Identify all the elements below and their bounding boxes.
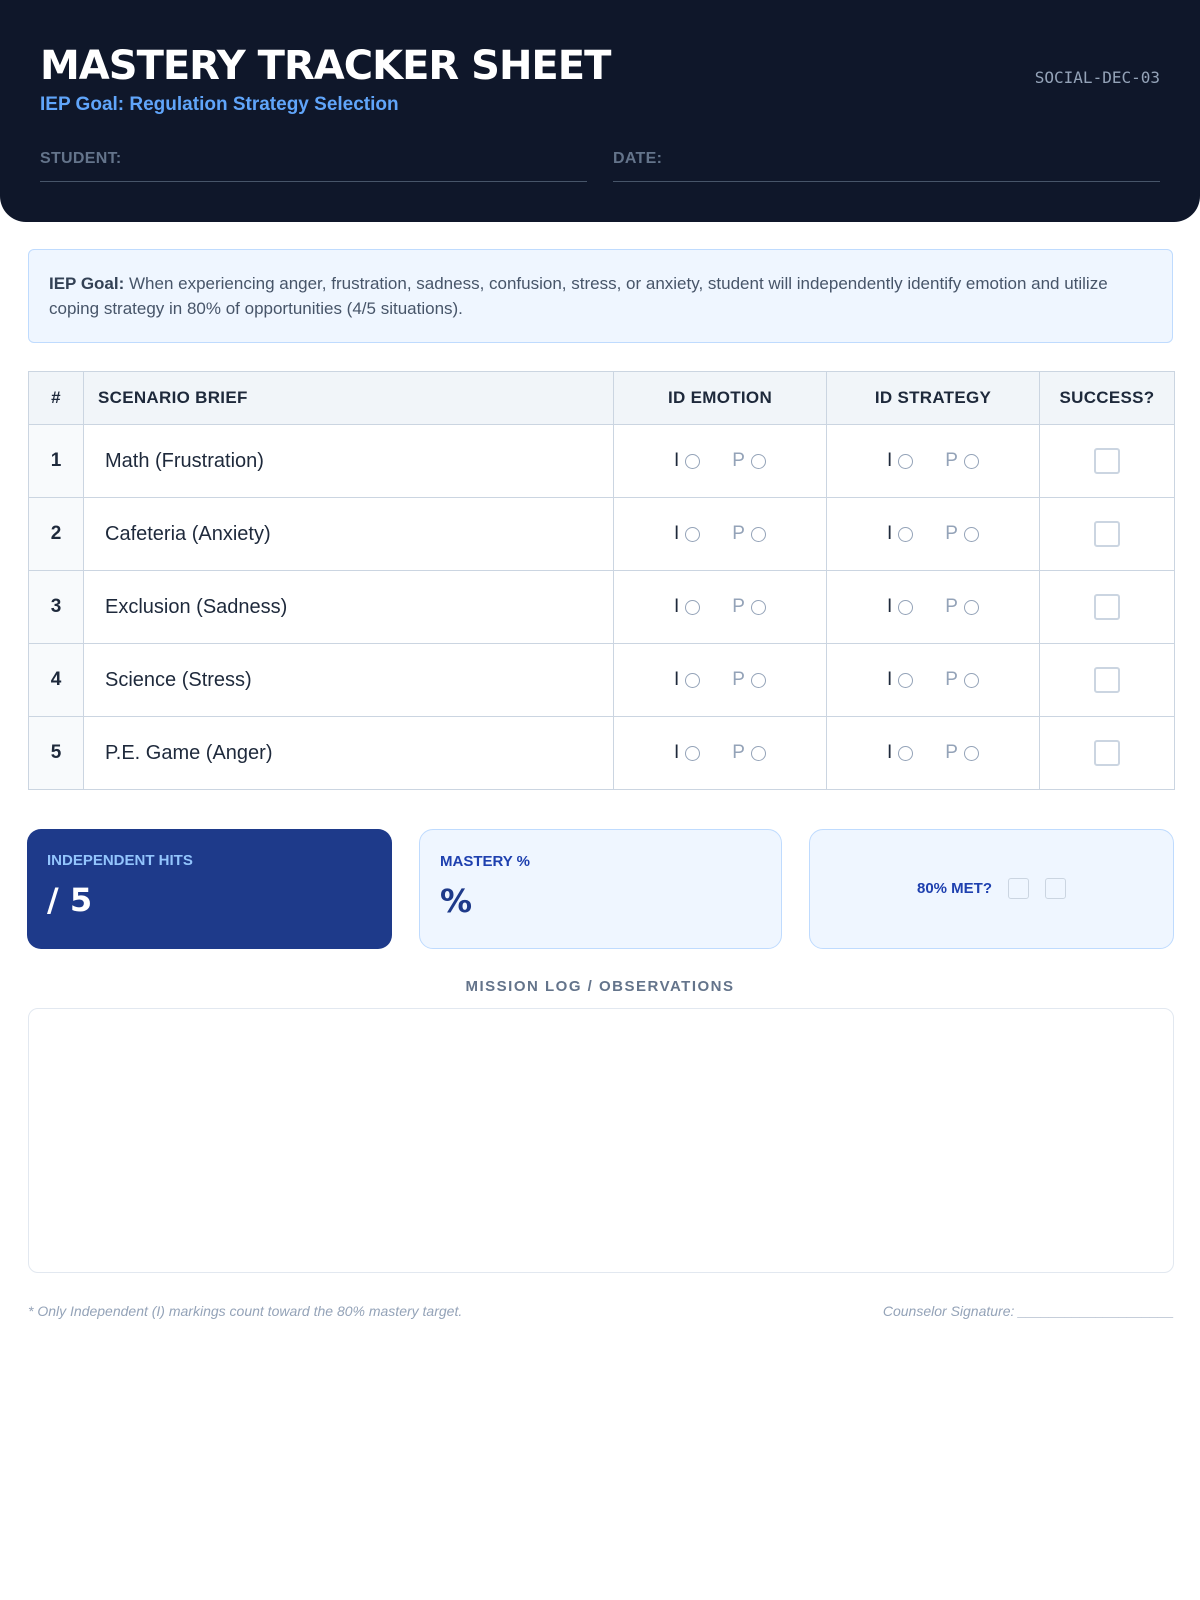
emotion-independent-radio[interactable] — [685, 454, 700, 469]
table-row — [29, 571, 1175, 644]
header — [0, 0, 1200, 222]
header-id-emotion: ID EMOTION — [614, 372, 827, 425]
strategy-cell — [827, 717, 1040, 790]
strategy-prompted-radio[interactable] — [964, 600, 979, 615]
row-number: 2 — [29, 498, 84, 571]
goal-met-no-checkbox[interactable] — [1045, 878, 1066, 899]
emotion-prompted-radio[interactable] — [751, 454, 766, 469]
header-success: SUCCESS? — [1040, 372, 1175, 425]
emotion-independent-radio[interactable] — [685, 527, 700, 542]
independent-letter: I — [674, 742, 680, 763]
success-cell — [1040, 425, 1175, 498]
independent-hits-card — [27, 829, 392, 949]
date-field[interactable] — [613, 150, 1160, 182]
prompted-letter: P — [732, 523, 745, 544]
success-cell — [1040, 644, 1175, 717]
strategy-prompted-radio[interactable] — [964, 527, 979, 542]
independent-letter: I — [674, 523, 680, 544]
independent-letter: I — [887, 669, 893, 690]
prompted-letter: P — [945, 742, 958, 763]
scenario-brief: Exclusion (Sadness) — [84, 571, 614, 644]
emotion-prompted-radio[interactable] — [751, 600, 766, 615]
emotion-cell — [614, 717, 827, 790]
table-header-row — [29, 372, 1175, 425]
document-code: SOCIAL-DEC-03 — [1034, 68, 1160, 87]
strategy-cell — [827, 498, 1040, 571]
page-title: MASTERY TRACKER SHEET — [40, 43, 611, 89]
strategy-prompted-radio[interactable] — [964, 746, 979, 761]
independent-letter: I — [887, 450, 893, 471]
emotion-cell — [614, 498, 827, 571]
independent-letter: I — [674, 596, 680, 617]
student-field[interactable] — [40, 150, 587, 182]
mastery-card — [419, 829, 782, 949]
header-num: # — [29, 372, 84, 425]
iep-goal-box — [28, 249, 1173, 343]
prompted-letter: P — [945, 523, 958, 544]
scenario-brief: Science (Stress) — [84, 644, 614, 717]
goal-met-label: 80% MET? — [916, 880, 992, 897]
success-cell — [1040, 571, 1175, 644]
mastery-label: MASTERY % — [440, 853, 531, 870]
success-checkbox[interactable] — [1094, 521, 1120, 547]
prompted-letter: P — [945, 450, 958, 471]
success-checkbox[interactable] — [1094, 740, 1120, 766]
scenario-brief: P.E. Game (Anger) — [84, 717, 614, 790]
prompted-letter: P — [732, 450, 745, 471]
success-checkbox[interactable] — [1094, 448, 1120, 474]
success-checkbox[interactable] — [1094, 594, 1120, 620]
independent-letter: I — [887, 742, 893, 763]
success-cell — [1040, 498, 1175, 571]
goal-met-yes-checkbox[interactable] — [1008, 878, 1029, 899]
emotion-cell — [614, 425, 827, 498]
row-number: 5 — [29, 717, 84, 790]
emotion-prompted-radio[interactable] — [751, 527, 766, 542]
emotion-independent-radio[interactable] — [685, 746, 700, 761]
header-scenario-brief: SCENARIO BRIEF — [84, 372, 614, 425]
strategy-independent-radio[interactable] — [898, 454, 913, 469]
mission-log-title: MISSION LOG / OBSERVATIONS — [465, 978, 735, 995]
scenario-table — [28, 371, 1175, 790]
row-number: 1 — [29, 425, 84, 498]
prompted-letter: P — [732, 742, 745, 763]
header-id-strategy: ID STRATEGY — [827, 372, 1040, 425]
goal-label: IEP Goal: — [49, 274, 125, 293]
emotion-cell — [614, 571, 827, 644]
scenario-brief: Cafeteria (Anxiety) — [84, 498, 614, 571]
strategy-cell — [827, 644, 1040, 717]
independent-letter: I — [674, 450, 680, 471]
strategy-cell — [827, 425, 1040, 498]
goal-met-card — [809, 829, 1174, 949]
emotion-cell — [614, 644, 827, 717]
row-number: 3 — [29, 571, 84, 644]
student-label: STUDENT: — [40, 150, 122, 167]
prompted-letter: P — [732, 596, 745, 617]
independent-letter: I — [887, 596, 893, 617]
table-row — [29, 498, 1175, 571]
mission-log-textarea[interactable] — [28, 1008, 1174, 1273]
prompted-letter: P — [732, 669, 745, 690]
table-row — [29, 717, 1175, 790]
page-subtitle: IEP Goal: Regulation Strategy Selection — [40, 94, 399, 115]
emotion-independent-radio[interactable] — [685, 600, 700, 615]
table-row — [29, 425, 1175, 498]
footer-note: * Only Independent (I) markings count toward the 80% mastery target. — [28, 1303, 463, 1319]
emotion-prompted-radio[interactable] — [751, 673, 766, 688]
strategy-prompted-radio[interactable] — [964, 673, 979, 688]
scenario-brief: Math (Frustration) — [84, 425, 614, 498]
prompted-letter: P — [945, 596, 958, 617]
independent-letter: I — [674, 669, 680, 690]
row-number: 4 — [29, 644, 84, 717]
counselor-signature-line[interactable]: Counselor Signature: ____________________ — [882, 1303, 1174, 1319]
independent-letter: I — [887, 523, 893, 544]
strategy-independent-radio[interactable] — [898, 600, 913, 615]
strategy-prompted-radio[interactable] — [964, 454, 979, 469]
table-row — [29, 644, 1175, 717]
success-checkbox[interactable] — [1094, 667, 1120, 693]
strategy-independent-radio[interactable] — [898, 746, 913, 761]
independent-hits-value[interactable]: / 5 — [47, 881, 93, 919]
success-cell — [1040, 717, 1175, 790]
emotion-independent-radio[interactable] — [685, 673, 700, 688]
independent-hits-label: INDEPENDENT HITS — [47, 852, 193, 869]
prompted-letter: P — [945, 669, 958, 690]
strategy-independent-radio[interactable] — [898, 527, 913, 542]
strategy-cell — [827, 571, 1040, 644]
date-label: DATE: — [613, 150, 663, 167]
mastery-value[interactable]: % — [440, 882, 473, 920]
goal-text: When experiencing anger, frustration, sadness, confusion, stress, or anxiety, student will independently identify emotion and utilize coping strategy in 80% of opportunities (4/5 situations). — [49, 274, 1108, 318]
strategy-independent-radio[interactable] — [898, 673, 913, 688]
emotion-prompted-radio[interactable] — [751, 746, 766, 761]
